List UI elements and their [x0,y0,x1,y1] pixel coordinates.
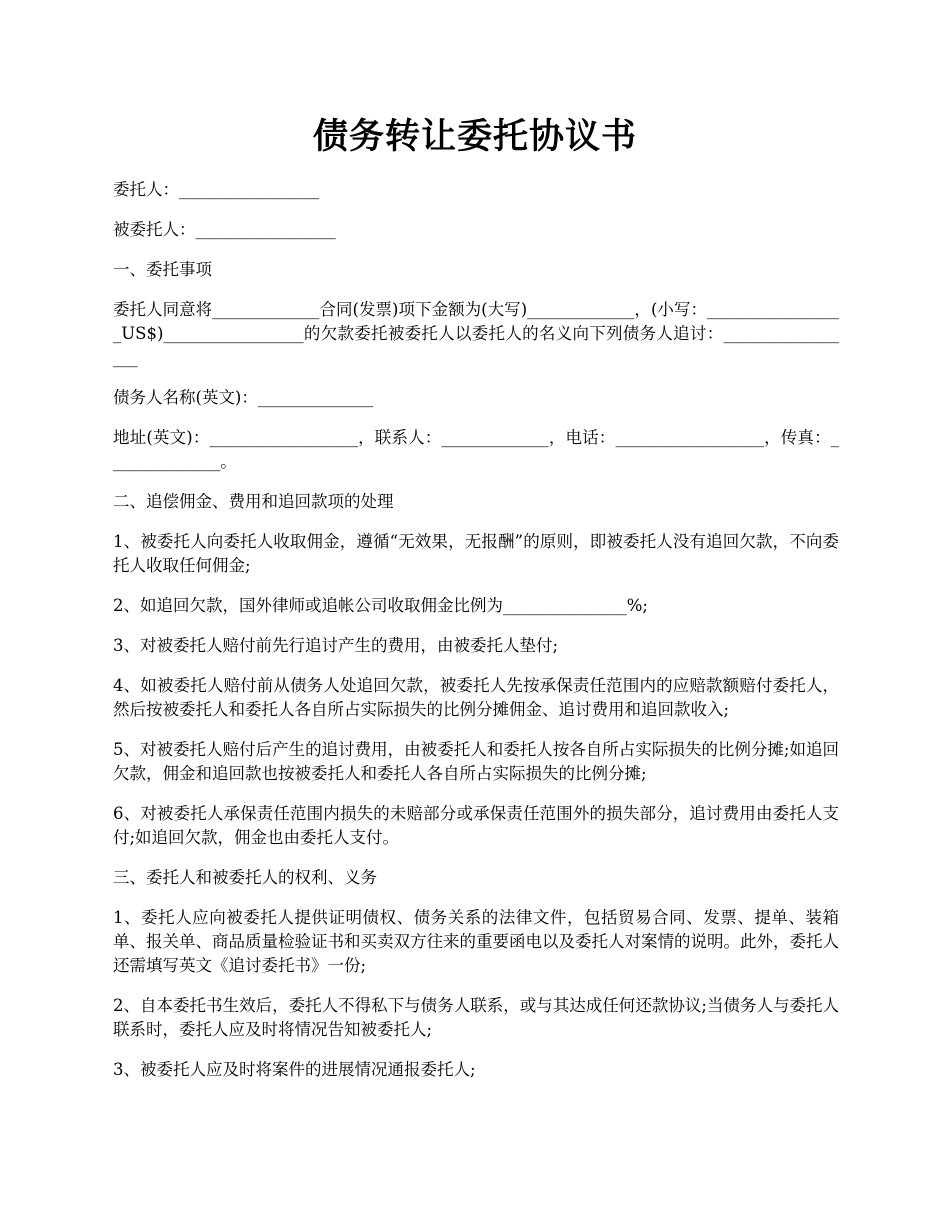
section-heading-2: 二、追偿佣金、费用和追回款项的处理 [113,492,394,511]
debtor-name-line: 债务人名称(英文)：______________ [113,388,374,407]
clause-3-3: 3、被委托人应及时将案件的进展情况通报委托人; [113,1060,476,1079]
paragraph-entrust-debt: 委托人同意将_____________合同(发票)项下金额为(大写)_____________，(小写：_________________US$)_________________的欠款委托被委托人以委托人的名义向下列债务人追讨：_________________ [113,300,839,367]
clause-3-1: 1、委托人应向被委托人提供证明债权、债务关系的法律文件，包括贸易合同、发票、提单、装箱单、报关单、商品质量检验证书和买卖双方往来的重要函电以及委托人对案情的说明。此外，委托人还需填写英文《追讨委托书》一份; [113,908,839,975]
section-heading-3: 三、委托人和被委托人的权利、义务 [113,868,377,887]
clause-2-4: 4、如被委托人赔付前从债务人处追回欠款，被委托人先按承保责任范围内的应赔款额赔付委托人，然后按被委托人和委托人各自所占实际损失的比例分摊佣金、追讨费用和追回款收入; [113,676,839,719]
clause-2-2: 2、如追回欠款，国外律师或追帐公司收取佣金比例为_______________%; [113,596,648,615]
clause-2-3: 3、对被委托人赔付前先行追讨产生的费用，由被委托人垫付; [113,636,559,655]
delegatee-line: 被委托人：_________________ [113,220,336,239]
delegator-line: 委托人：_________________ [113,180,320,199]
section-heading-1: 一、委托事项 [113,260,212,279]
clause-2-1: 1、被委托人向委托人收取佣金，遵循“无效果，无报酬”的原则，即被委托人没有追回欠款，不向委托人收取任何佣金; [113,532,839,575]
document-title: 债务转让委托协议书 [312,116,637,157]
clause-2-6: 6、对被委托人承保责任范围内损失的未赔部分或承保责任范围外的损失部分，追讨费用由委托人支付;如追回欠款，佣金也由委托人支付。 [113,804,839,847]
clause-2-5: 5、对被委托人赔付后产生的追讨费用，由被委托人和委托人按各自所占实际损失的比例分摊;如追回欠款，佣金和追回款也按被委托人和委托人各自所占实际损失的比例分摊; [113,740,839,783]
clause-3-2: 2、自本委托书生效后，委托人不得私下与债务人联系，或与其达成任何还款协议;当债务人与委托人联系时，委托人应及时将情况告知被委托人; [113,996,839,1039]
document-body [113,178,839,1098]
debtor-contact-line: 地址(英文)：__________________，联系人：_____________，电话：__________________，传真：______________。 [113,428,839,471]
